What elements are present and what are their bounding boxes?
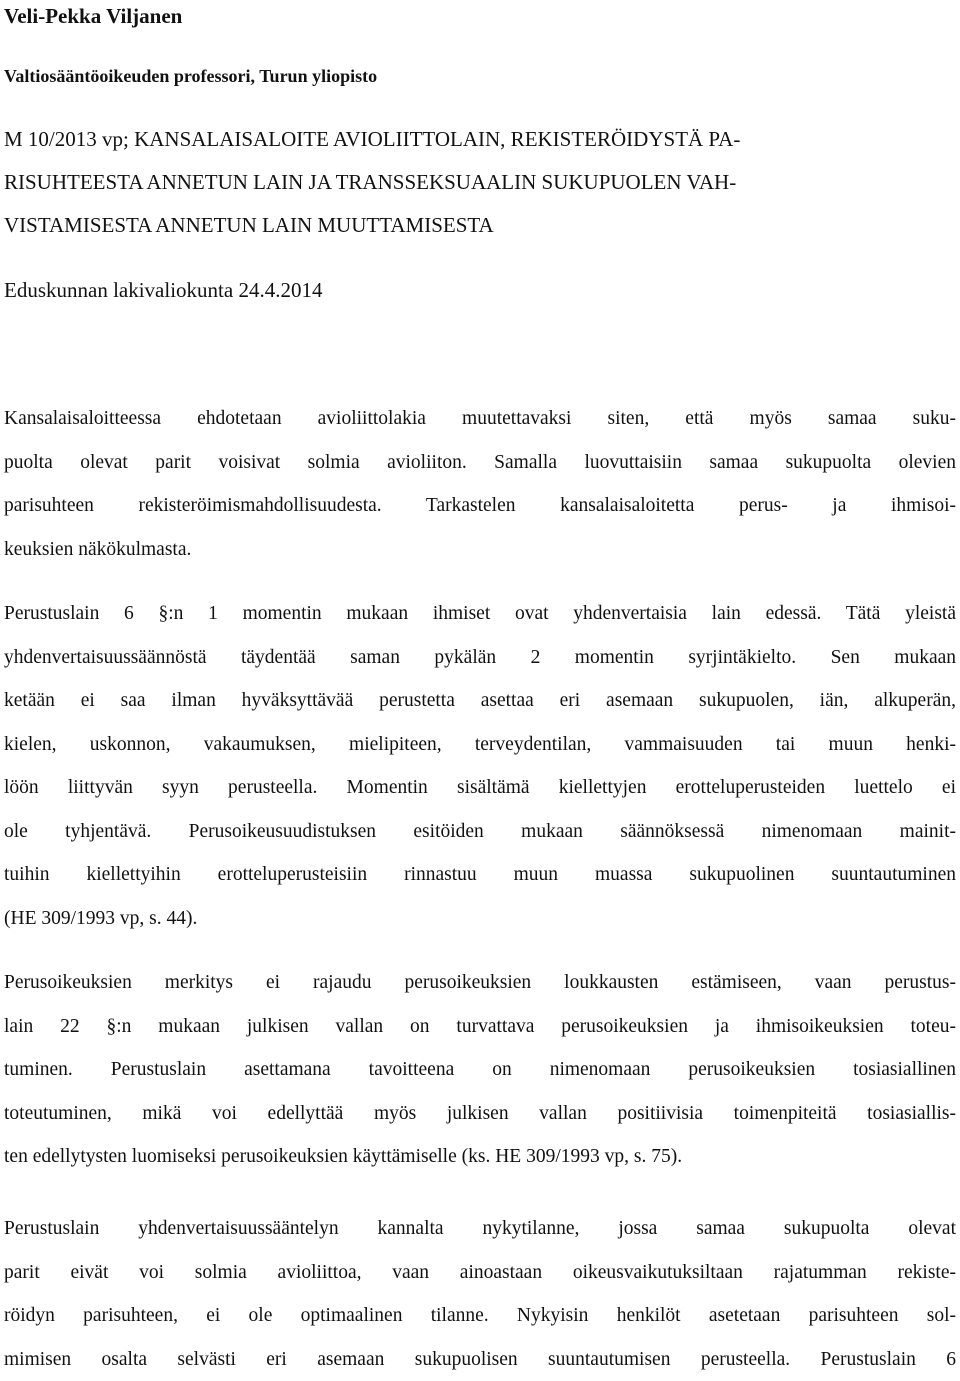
text-line: keuksien näkökulmasta. bbox=[4, 528, 956, 572]
text-line: kielen, uskonnon, vakaumuksen, mielipiteen, terveydentilan, vammaisuuden tai muun henki- bbox=[4, 723, 956, 767]
text-line: puolta olevat parit voisivat solmia avioliiton. Samalla luovuttaisiin samaa sukupuolta olevien bbox=[4, 441, 956, 485]
title-line: M 10/2013 vp; KANSALAISALOITE AVIOLIITTOLAIN, REKISTERÖIDYSTÄ PA- bbox=[4, 118, 956, 161]
text-line: parisuhteen rekisteröimismahdollisuudesta. Tarkastelen kansalaisaloitetta perus- ja ihmisoi- bbox=[4, 484, 956, 528]
text-line: Perusoikeuksien merkitys ei rajaudu perusoikeuksien loukkausten estämiseen, vaan perustus- bbox=[4, 961, 956, 1005]
document-title bbox=[4, 118, 956, 247]
title-line: VISTAMISESTA ANNETUN LAIN MUUTTAMISESTA bbox=[4, 204, 956, 247]
text-line: lain 22 §:n mukaan julkisen vallan on turvattava perusoikeuksien ja ihmisoikeuksien toteu- bbox=[4, 1005, 956, 1049]
paragraph bbox=[4, 397, 956, 571]
text-line: Perustuslain yhdenvertaisuussääntelyn kannalta nykytilanne, jossa samaa sukupuolta olevat bbox=[4, 1207, 956, 1251]
text-line: tuihin kiellettyihin erotteluperusteisiin rinnastuu muun muassa sukupuolinen suuntautuminen bbox=[4, 853, 956, 897]
document-meta: Eduskunnan lakivaliokunta 24.4.2014 bbox=[4, 275, 322, 305]
text-line: Kansalaisaloitteessa ehdotetaan avioliittolakia muutettavaksi siten, että myös samaa suku- bbox=[4, 397, 956, 441]
paragraph bbox=[4, 1207, 956, 1381]
title-line: RISUHTEESTA ANNETUN LAIN JA TRANSSEKSUAALIN SUKUPUOLEN VAH- bbox=[4, 161, 956, 204]
text-line: (HE 309/1993 vp, s. 44). bbox=[4, 897, 956, 941]
text-line: Perustuslain 6 §:n 1 momentin mukaan ihmiset ovat yhdenvertaisia lain edessä. Tätä yleistä bbox=[4, 592, 956, 636]
text-line: parit eivät voi solmia avioliittoa, vaan ainoastaan oikeusvaikutuksiltaan rajatumman rekiste- bbox=[4, 1251, 956, 1295]
paragraph bbox=[4, 592, 956, 940]
text-line: toteutuminen, mikä voi edellyttää myös julkisen vallan positiivisia toimenpiteitä tosiasiallis- bbox=[4, 1092, 956, 1136]
author-affiliation: Valtiosääntöoikeuden professori, Turun yliopisto bbox=[4, 64, 377, 88]
author-name: Veli-Pekka Viljanen bbox=[4, 2, 182, 30]
text-line: mimisen osalta selvästi eri asemaan sukupuolisen suuntautumisen perusteella. Perustuslain 6 bbox=[4, 1338, 956, 1381]
text-line: röidyn parisuhteen, ei ole optimaalinen tilanne. Nykyisin henkilöt asetetaan parisuhteen sol- bbox=[4, 1294, 956, 1338]
text-line: ketään ei saa ilman hyväksyttävää perustetta asettaa eri asemaan sukupuolen, iän, alkuperän, bbox=[4, 679, 956, 723]
paragraph bbox=[4, 961, 956, 1179]
text-line: ten edellytysten luomiseksi perusoikeuksien käyttämiselle (ks. HE 309/1993 vp, s. 75). bbox=[4, 1135, 956, 1179]
text-line: ole tyhjentävä. Perusoikeusuudistuksen esitöiden mukaan säännöksessä nimenomaan mainit- bbox=[4, 810, 956, 854]
text-line: tuminen. Perustuslain asettamana tavoitteena on nimenomaan perusoikeuksien tosiasiallinen bbox=[4, 1048, 956, 1092]
text-line: yhdenvertaisuussäännöstä täydentää saman pykälän 2 momentin syrjintäkielto. Sen mukaan bbox=[4, 636, 956, 680]
text-line: löön liittyvän syyn perusteella. Momentin sisältämä kiellettyjen erotteluperusteiden luettelo ei bbox=[4, 766, 956, 810]
